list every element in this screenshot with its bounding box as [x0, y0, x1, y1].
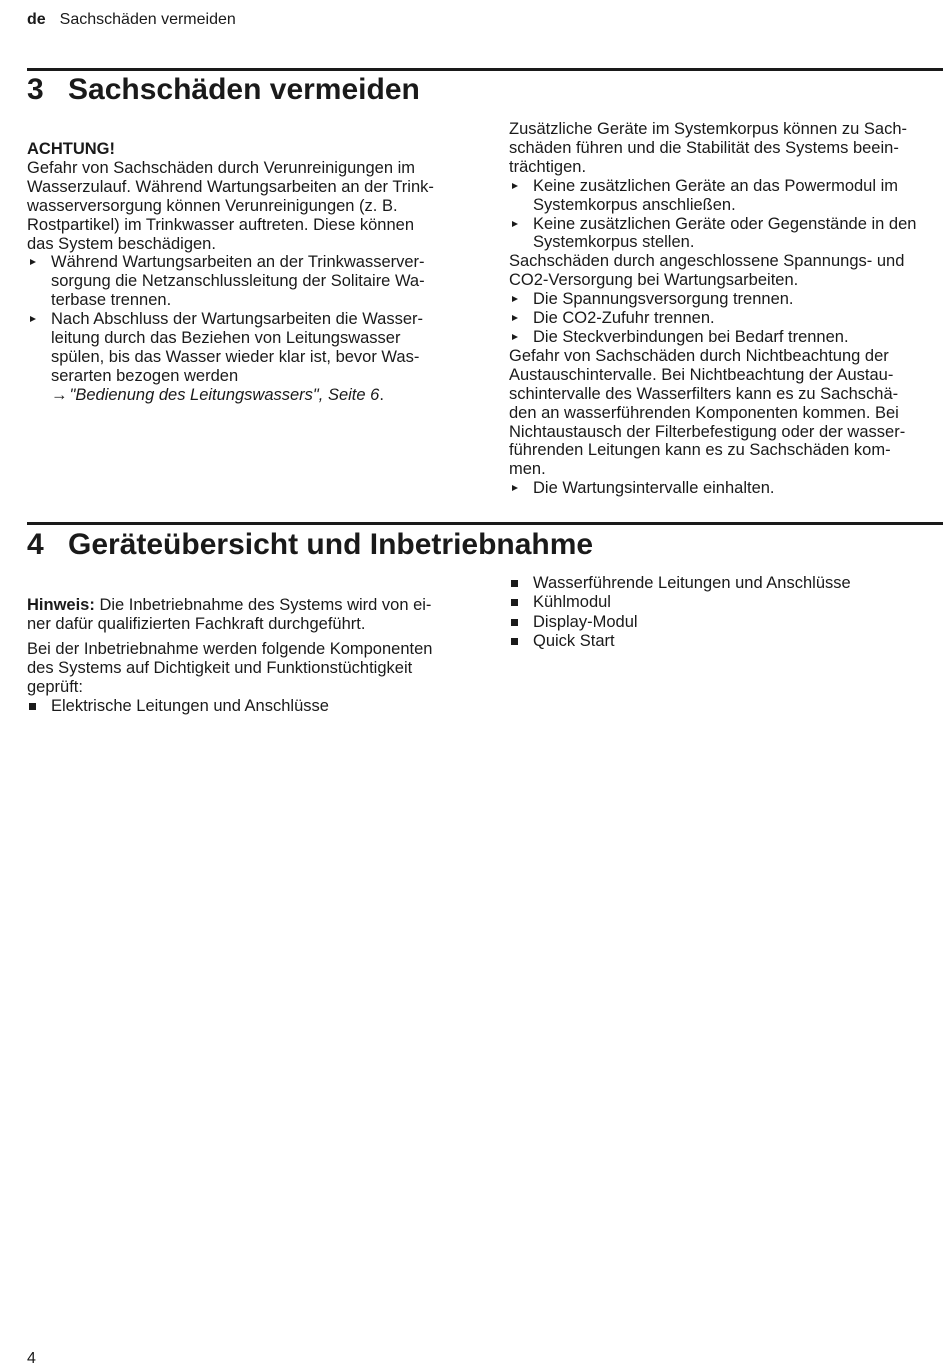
cross-reference-link[interactable]: → "Bedienung des Leitungswassers", Seite 6.	[51, 385, 384, 404]
text-line: Nach Abschluss der Wartungsarbeiten die Wasser-	[51, 310, 424, 329]
text-line: schintervalle des Wasserfilters kann es zu Sachschä-	[509, 384, 899, 403]
text-line: Austauschintervalle. Bei Nichtbeachtung der Austau-	[509, 365, 894, 384]
note-label: Hinweis:	[27, 596, 95, 614]
list-item: Display-Modul	[509, 613, 943, 632]
list-item	[509, 177, 943, 215]
text-line: geprüft:	[27, 677, 83, 696]
arrow-right-icon: →	[51, 385, 68, 404]
section-number: 4	[27, 528, 44, 561]
list-item: Wasserführende Leitungen und Anschlüsse	[509, 574, 943, 593]
text-line: serarten bezogen werden	[51, 366, 239, 385]
text-line: führenden Leitungen kann es zu Sachschäden kom-	[509, 441, 891, 460]
text-line: Nichtaustausch der Filterbefestigung oder der wasser-	[509, 422, 906, 441]
running-header-title: Sachschäden vermeiden	[59, 11, 236, 28]
text-line: CO2-Versorgung bei Wartungsarbeiten.	[509, 271, 799, 290]
section-title: Sachschäden vermeiden	[68, 73, 420, 106]
list-item: Elektrische Leitungen und Anschlüsse	[27, 697, 467, 716]
instruction-list	[27, 253, 467, 404]
cross-reference-text: "Bedienung des Leitungswassers", Seite	[69, 385, 366, 404]
paragraph	[509, 120, 943, 177]
text-line: trächtigen.	[509, 157, 587, 176]
note-paragraph	[27, 596, 467, 634]
page-number: 4	[27, 1350, 36, 1367]
list-item	[509, 215, 943, 253]
warning-text	[27, 159, 467, 254]
text-line: wasserversorgung können Verunreinigungen (z. B.	[27, 196, 398, 215]
text-line: Rostpartikel) im Trinkwasser auftreten. Diese können	[27, 215, 414, 234]
text-line: men.	[509, 460, 546, 479]
section-3-right-column	[509, 120, 943, 498]
section-4-right-column	[509, 574, 943, 652]
section-heading	[27, 72, 420, 108]
instruction-list	[509, 177, 943, 253]
paragraph	[27, 640, 467, 697]
text-line: Die Inbetriebnahme des Systems wird von ei-	[94, 596, 432, 614]
section-title: Geräteübersicht und Inbetriebnahme	[68, 528, 594, 561]
text-line: Keine zusätzlichen Geräte an das Powermodul im	[533, 176, 899, 195]
list-item: Die CO2-Zufuhr trennen.	[509, 309, 943, 328]
component-list	[509, 574, 943, 652]
text-line: schäden führen und die Stabilität des Systems beein-	[509, 138, 899, 157]
list-item: Die Wartungsintervalle einhalten.	[509, 479, 943, 498]
warning-label: ACHTUNG!	[27, 140, 115, 158]
section-4-left-column	[27, 596, 467, 715]
text-line: Wasserzulauf. Während Wartungsarbeiten an der Trink-	[27, 177, 434, 196]
cross-reference-page: 6	[370, 385, 380, 404]
text-line: sorgung die Netzanschlussleitung der Solitaire Wa-	[51, 272, 425, 291]
text-line: das System beschädigen.	[27, 234, 216, 253]
text-line: Gefahr von Sachschäden durch Nichtbeachtung der	[509, 346, 889, 365]
text-line: spülen, bis das Wasser wieder klar ist, bevor Was-	[51, 347, 420, 366]
list-item: Die Spannungsversorgung trennen.	[509, 290, 943, 309]
section-number: 3	[27, 73, 44, 106]
language-code: de	[27, 11, 46, 28]
text-line: Zusätzliche Geräte im Systemkorpus können zu Sach-	[509, 120, 908, 138]
text-line: Gefahr von Sachschäden durch Verunreinigungen im	[27, 158, 415, 177]
text-line: Während Wartungsarbeiten an der Trinkwasserver-	[51, 253, 425, 272]
list-item: Die Steckverbindungen bei Bedarf trennen.	[509, 328, 943, 347]
section-heading	[27, 527, 593, 563]
section-3-left-column	[27, 140, 467, 405]
paragraph	[509, 252, 943, 290]
section-rule	[27, 522, 943, 525]
text-line: leitung durch das Beziehen von Leitungswasser	[51, 329, 401, 348]
text-line: ner dafür qualifizierten Fachkraft durchgeführt.	[27, 614, 366, 633]
text-line: des Systems auf Dichtigkeit und Funktionstüchtigkeit	[27, 658, 413, 677]
paragraph	[509, 347, 943, 479]
text-line: den an wasserführenden Komponenten kommen. Bei	[509, 403, 899, 422]
component-list	[27, 697, 467, 716]
list-item	[27, 253, 467, 310]
text-line: Keine zusätzlichen Geräte oder Gegenstände in den	[533, 214, 917, 233]
instruction-list	[509, 479, 943, 498]
instruction-list	[509, 290, 943, 347]
list-item: Quick Start	[509, 632, 943, 651]
section-rule	[27, 68, 943, 71]
text-line: Systemkorpus stellen.	[533, 233, 695, 252]
text-line: Bei der Inbetriebnahme werden folgende Komponenten	[27, 639, 433, 658]
running-header	[27, 10, 236, 30]
text-line: Sachschäden durch angeschlossene Spannungs- und	[509, 252, 905, 271]
list-item	[27, 310, 467, 405]
text-line: Systemkorpus anschließen.	[533, 195, 736, 214]
list-item: Kühlmodul	[509, 593, 943, 612]
text-line: terbase trennen.	[51, 291, 172, 310]
